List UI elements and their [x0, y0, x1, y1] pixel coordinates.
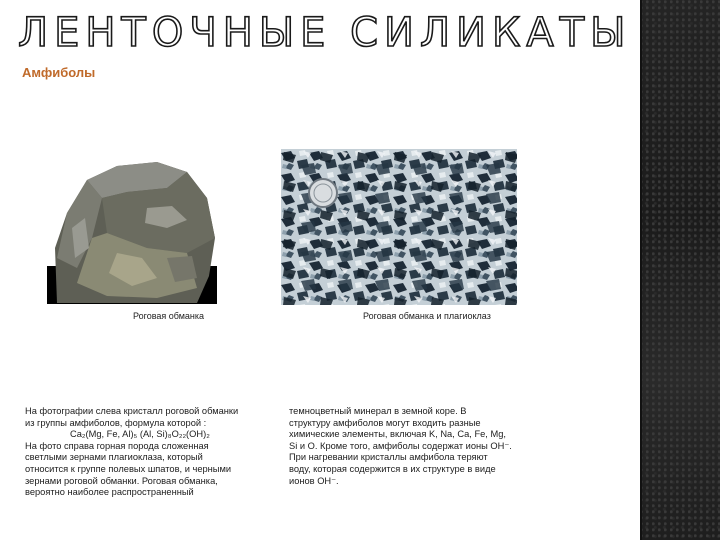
paragraph-line: зернами роговой обманки. Роговая обманка, [25, 475, 218, 486]
paragraph-line: На фото справа горная порода сложенная [25, 440, 209, 451]
paragraph-line: На фотографии слева кристалл роговой обманки [25, 406, 239, 416]
paragraph-line: темноцветный минерал в земной коре. В [289, 406, 467, 416]
paragraph-line: Si и O. Кроме того, амфиболы содержат ионы OH⁻. [289, 440, 512, 451]
side-divider [640, 0, 642, 540]
paragraph-line: структуру амфиболов могут входить разные [289, 417, 481, 428]
paragraph-line: относится к группе полевых шпатов, и черными [25, 463, 232, 474]
paragraph-line: воду, которая содержится в их структуре в виде [289, 463, 496, 474]
right-paragraph [289, 406, 512, 487]
paragraph-line: из группы амфиболов, формула которой : [25, 417, 207, 428]
formula-line: Ca₂(Mg, Fe, Al)₅ (Al, Si)₈O₂₂(OH)₂ [70, 429, 210, 440]
paragraph-line: вероятно наиболее распространенный [25, 487, 194, 498]
slide-subtitle: Амфиболы [22, 65, 96, 80]
paragraph-line: ионов OH⁻. [289, 475, 339, 486]
rock-sample-photo [281, 149, 517, 305]
slide-title: ЛЕНТОЧНЫЕ СИЛИКАТЫ [18, 10, 632, 56]
left-photo-caption: Роговая обманка [133, 311, 205, 321]
dark-side-panel [640, 0, 720, 540]
right-photo-caption: Роговая обманка и плагиоклаз [363, 311, 491, 321]
paragraph-line: светлыми зернами плагиоклаза, который [25, 452, 203, 463]
paragraph-line: При нагревании кристаллы амфибола теряют [289, 452, 488, 463]
paragraph-line: химические элементы, включая K, Na, Ca, Fe, Mg, [289, 429, 506, 440]
hornblende-crystal-photo [47, 158, 217, 304]
left-paragraph [25, 406, 238, 499]
